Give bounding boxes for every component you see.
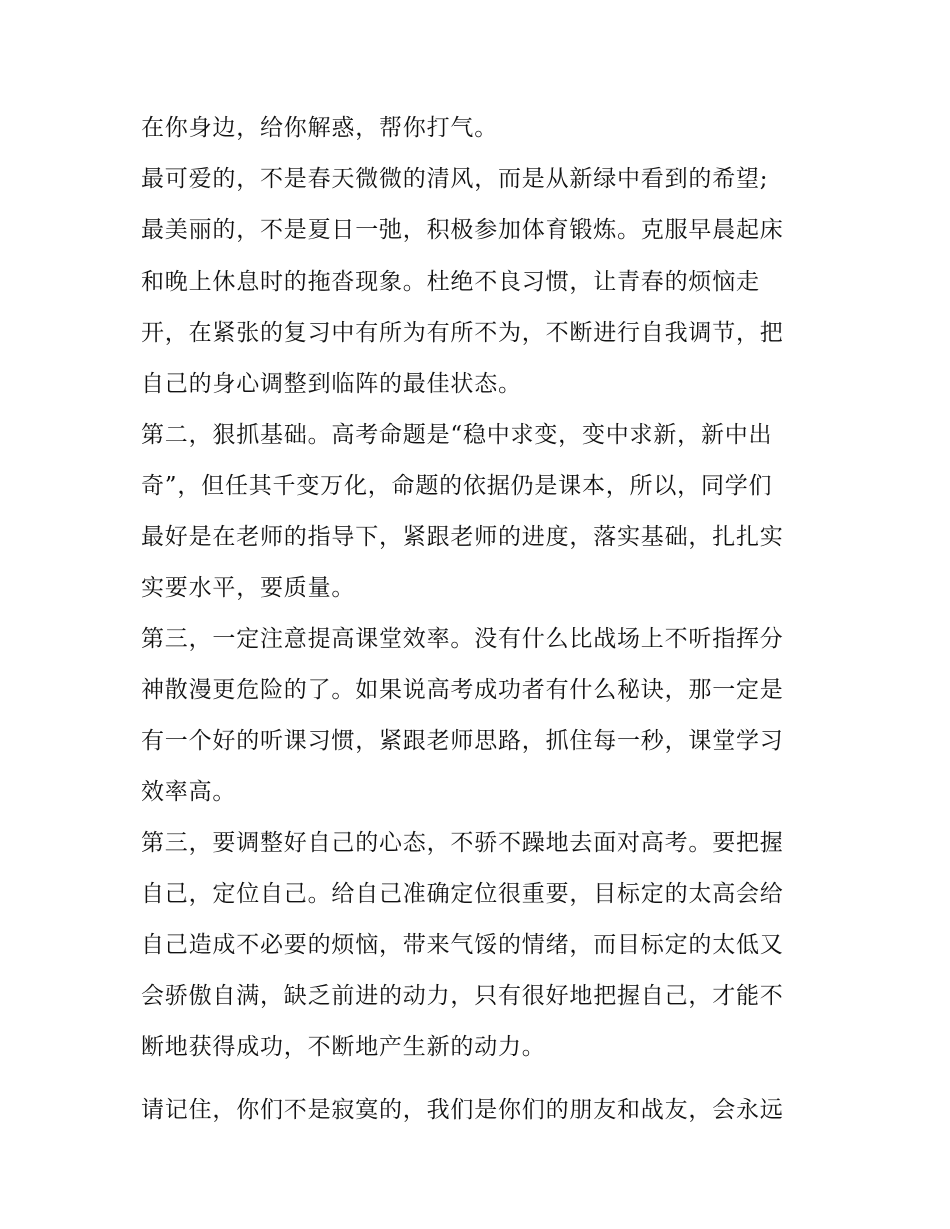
text-line-10: 实要水平，要质量。 bbox=[141, 575, 356, 601]
text-line-2: 最可爱的，不是春天微微的清风，而是从新绿中看到的希望; bbox=[141, 166, 769, 192]
text-line-8: 奇”，但任其千变万化，命题的依据仍是课本，所以，同学们 bbox=[141, 473, 773, 499]
text-line-20: 请记住，你们不是寂寞的，我们是你们的朋友和战友，会永远 bbox=[141, 1097, 784, 1123]
text-line-4: 和晚上休息时的拖沓现象。杜绝不良习惯，让青春的烦恼走 bbox=[141, 269, 760, 295]
text-line-11: 第三，一定注意提高课堂效率。没有什么比战场上不听指挥分 bbox=[141, 626, 784, 652]
text-line-14: 效率高。 bbox=[141, 779, 237, 805]
text-line-9: 最好是在老师的指导下，紧跟老师的进度，落实基础，扎扎实 bbox=[141, 524, 784, 550]
text-line-16: 自己，定位自己。给自己准确定位很重要，目标定的太高会给 bbox=[141, 881, 784, 907]
text-line-18: 会骄傲自满，缺乏前进的动力，只有很好地把握自己，才能不 bbox=[141, 983, 784, 1009]
text-line-1: 在你身边，给你解惑，帮你打气。 bbox=[141, 115, 498, 141]
text-line-12: 神散漫更危险的了。如果说高考成功者有什么秘诀，那一定是 bbox=[141, 677, 784, 703]
text-line-7: 第二，狠抓基础。高考命题是“稳中求变，变中求新，新中出 bbox=[141, 422, 773, 448]
text-line-13: 有一个好的听课习惯，紧跟老师思路，抓住每一秒，课堂学习 bbox=[141, 728, 784, 754]
text-line-6: 自己的身心调整到临阵的最佳状态。 bbox=[141, 371, 522, 397]
text-line-5: 开，在紧张的复习中有所为有所不为，不断进行自我调节，把 bbox=[141, 320, 784, 346]
text-line-3: 最美丽的，不是夏日一弛，积极参加体育锻炼。克服早晨起床 bbox=[141, 217, 784, 243]
text-line-19: 断地获得成功，不断地产生新的动力。 bbox=[141, 1034, 546, 1060]
text-line-15: 第三，要调整好自己的心态，不骄不躁地去面对高考。要把握 bbox=[141, 830, 784, 856]
text-line-17: 自己造成不必要的烦恼，带来气馁的情绪，而目标定的太低又 bbox=[141, 932, 784, 958]
